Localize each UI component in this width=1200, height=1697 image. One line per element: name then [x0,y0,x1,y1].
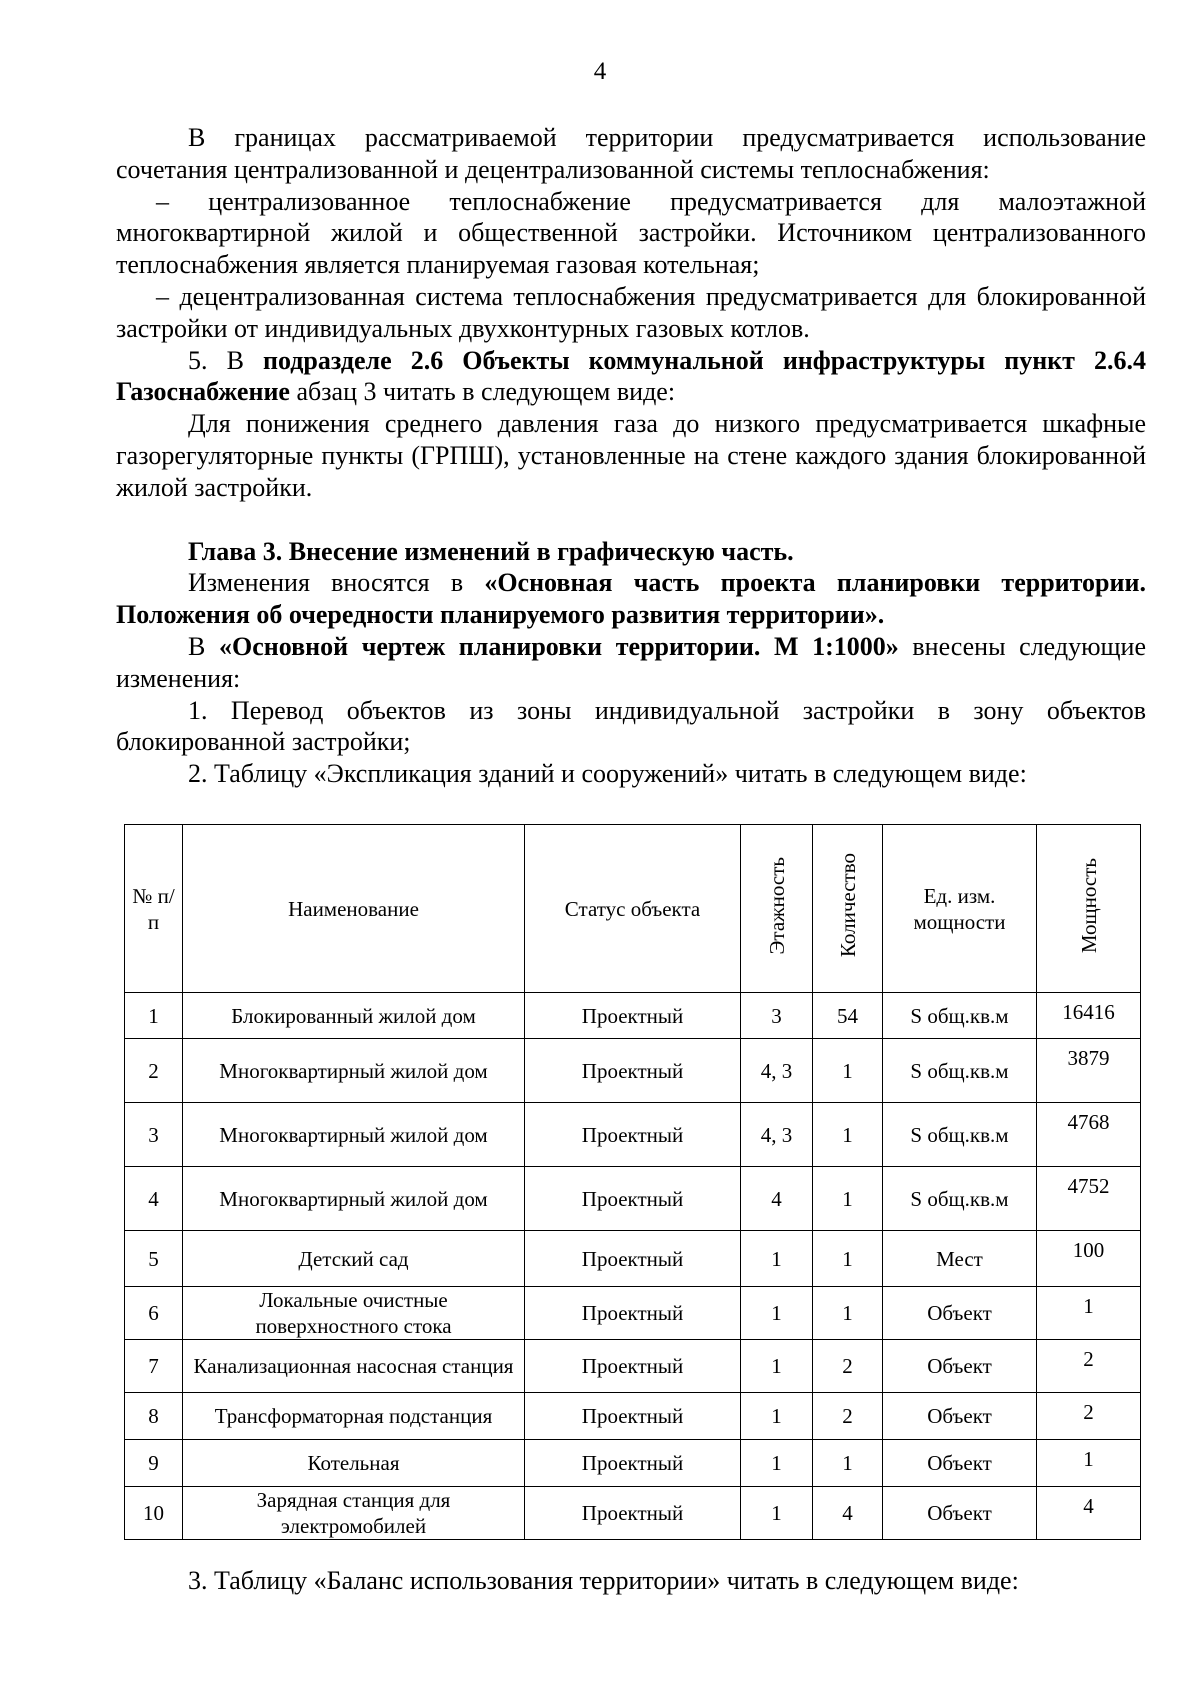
cell-floors: 1 [741,1440,813,1487]
paragraph-gas-pressure: Для понижения среднего давления газа до низкого предусматривается шкафные газорегуляторные пункты (ГРПШ), установленные на стене каждого здания блокированной жилой застройки. [116,409,1146,502]
table-row [125,1287,1141,1340]
cell-name: Блокированный жилой дом [183,993,525,1039]
cell-power: 16416 [1037,993,1141,1039]
cell-power: 1 [1037,1440,1141,1487]
cell-status: Проектный [525,1231,741,1287]
cell-num: 6 [125,1287,183,1340]
cell-power: 100 [1037,1231,1141,1287]
list-item-1: 1. Перевод объектов из зоны индивидуальной застройки в зону объектов блокированной застройки; [116,695,1146,757]
cell-count: 1 [813,1440,883,1487]
cell-unit: Объект [883,1487,1037,1540]
cell-unit: S общ.кв.м [883,1039,1037,1103]
item-5-prefix: 5. В [188,345,263,375]
table-row [125,1167,1141,1231]
cell-name: Локальные очистные поверхностного стока [183,1287,525,1340]
header-floors-text: Этажность [764,856,789,955]
table-row [125,1440,1141,1487]
header-status: Статус объекта [525,825,741,993]
cell-floors: 4, 3 [741,1103,813,1167]
cell-name: Многоквартирный жилой дом [183,1103,525,1167]
cell-name: Многоквартирный жилой дом [183,1039,525,1103]
paragraph-heating-intro: В границах рассматриваемой территории предусматривается использование сочетания централизованной и децентрализованной системы теплоснабжения: [116,123,1146,184]
cell-unit: S общ.кв.м [883,1167,1037,1231]
cell-status: Проектный [525,1340,741,1393]
header-floors [741,825,813,993]
table-row [125,1340,1141,1393]
cell-unit: Объект [883,1340,1037,1393]
header-power [1037,825,1141,993]
table-row [125,1393,1141,1440]
table-header-row [125,825,1141,993]
cell-unit: S общ.кв.м [883,1103,1037,1167]
cell-name: Зарядная станция для электромобилей [183,1487,525,1540]
cell-num: 1 [125,993,183,1039]
chapter-heading [116,536,1146,568]
cell-floors: 4, 3 [741,1039,813,1103]
item-5-bold: подразделе 2.6 Объекты коммунальной инфраструктуры пункт 2.6.4 Газоснабжение [116,345,1147,407]
cell-unit: Объект [883,1287,1037,1340]
table-row [125,993,1141,1039]
paragraph-decentralized-heating: – децентрализованная система теплоснабжения предусматривается для блокированной застройки от индивидуальных двухконтурных газовых котлов. [116,281,1146,343]
cell-name: Многоквартирный жилой дом [183,1167,525,1231]
cell-floors: 1 [741,1287,813,1340]
table-row [125,1103,1141,1167]
cell-unit: Объект [883,1393,1037,1440]
table-row [125,1039,1141,1103]
cell-status: Проектный [525,1393,741,1440]
cell-count: 4 [813,1487,883,1540]
cell-num: 7 [125,1340,183,1393]
paragraph-changes [116,567,1146,631]
cell-num: 4 [125,1167,183,1231]
cell-floors: 1 [741,1340,813,1393]
cell-name: Котельная [183,1440,525,1487]
cell-count: 1 [813,1167,883,1231]
changes-prefix: Изменения вносятся в [188,568,485,598]
cell-status: Проектный [525,1167,741,1231]
cell-power: 4768 [1037,1103,1141,1167]
cell-name: Детский сад [183,1231,525,1287]
cell-count: 2 [813,1340,883,1393]
header-power-text: Мощность [1076,857,1101,954]
cell-count: 1 [813,1231,883,1287]
cell-num: 10 [125,1487,183,1540]
table-row [125,1487,1141,1540]
chapter-heading-text: Глава 3. Внесение изменений в графическую часть. [188,536,794,566]
cell-num: 8 [125,1393,183,1440]
cell-power: 1 [1037,1287,1141,1340]
list-item-3: 3. Таблицу «Баланс использования территории» читать в следующем виде: [188,1566,1019,1595]
cell-count: 54 [813,993,883,1039]
cell-count: 2 [813,1393,883,1440]
cell-unit: Мест [883,1231,1037,1287]
table-row [125,1231,1141,1287]
changes-bold: «Основная часть проекта планировки территории. Положения об очередности планируемого развития территории». [116,568,1146,630]
cell-power: 4 [1037,1487,1141,1540]
paragraph-drawing [116,631,1146,695]
header-num: № п/п [125,825,183,993]
cell-floors: 4 [741,1167,813,1231]
cell-power: 2 [1037,1393,1141,1440]
page-number: 4 [593,58,607,85]
header-count [813,825,883,993]
explication-table [124,824,1141,1540]
cell-status: Проектный [525,1487,741,1540]
cell-num: 2 [125,1039,183,1103]
spacer [116,504,1146,536]
cell-name: Канализационная насосная станция [183,1340,525,1393]
drawing-bold: «Основной чертеж планировки территории. М 1:1000» [218,631,899,661]
document-body [116,122,1146,790]
cell-unit: Объект [883,1440,1037,1487]
cell-floors: 1 [741,1487,813,1540]
cell-status: Проектный [525,1103,741,1167]
cell-name: Трансформаторная подстанция [183,1393,525,1440]
cell-power: 2 [1037,1340,1141,1393]
cell-status: Проектный [525,1440,741,1487]
cell-floors: 1 [741,1231,813,1287]
cell-count: 1 [813,1287,883,1340]
cell-floors: 1 [741,1393,813,1440]
cell-power: 4752 [1037,1167,1141,1231]
item-5-suffix: абзац 3 читать в следующем виде: [289,377,676,407]
cell-floors: 3 [741,993,813,1039]
cell-num: 3 [125,1103,183,1167]
cell-unit: S общ.кв.м [883,993,1037,1039]
cell-count: 1 [813,1039,883,1103]
cell-status: Проектный [525,993,741,1039]
cell-status: Проектный [525,1039,741,1103]
cell-num: 5 [125,1231,183,1287]
paragraph-centralized-heating: – централизованное теплоснабжение предусматривается для малоэтажной многоквартирной жилой и общественной застройки. Источником централизованного теплоснабжения является планируемая газовая котельная; [116,186,1146,280]
list-item-2: 2. Таблицу «Экспликация зданий и сооружений» читать в следующем виде: [188,759,1027,789]
cell-power: 3879 [1037,1039,1141,1103]
paragraph-item-5 [116,345,1146,409]
cell-status: Проектный [525,1287,741,1340]
cell-num: 9 [125,1440,183,1487]
drawing-suffix: внесены следующие изменения: [116,631,1147,693]
header-unit: Ед. изм. мощности [883,825,1037,993]
drawing-prefix: В [188,631,219,661]
cell-count: 1 [813,1103,883,1167]
header-count-text: Количество [835,853,860,958]
header-name: Наименование [183,825,525,993]
